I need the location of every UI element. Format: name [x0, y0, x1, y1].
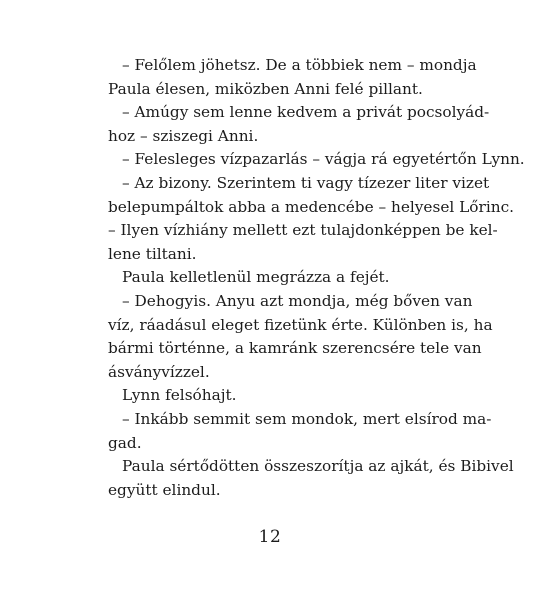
- body-text: [108, 54, 525, 502]
- text-line: Paula kelletlenül megrázza a fejét.: [122, 268, 390, 287]
- text-line: hoz – sziszegi Anni.: [108, 126, 259, 145]
- text-line: együtt elindul.: [108, 480, 221, 499]
- text-line: – Felesleges vízpazarlás – vágja rá egyetértőn Lynn.: [122, 150, 525, 169]
- text-line: ásványvízzel.: [108, 362, 210, 381]
- text-line: – Ilyen vízhiány mellett ezt tulajdonképpen be kel-: [108, 221, 498, 240]
- text-line: Lynn felsóhajt.: [122, 386, 237, 405]
- text-line: Paula élesen, miközben Anni felé pillant.: [108, 79, 423, 98]
- paragraph: [108, 290, 493, 384]
- paragraph: [108, 54, 477, 101]
- text-line: bármi történne, a kamránk szerencsére tele van: [108, 339, 482, 358]
- page-number: 12: [258, 527, 282, 547]
- text-line: – Az bizony. Szerintem ti vagy tízezer liter vizet: [122, 173, 490, 192]
- paragraph: [108, 408, 492, 455]
- text-line: belepumpáltok abba a medencébe – helyesel Lőrinc.: [108, 197, 514, 216]
- paragraph: [108, 148, 525, 172]
- paragraph: [108, 455, 514, 502]
- paragraph: [108, 172, 514, 266]
- text-line: – Felőlem jöhetsz. De a többiek nem – mondja: [122, 56, 477, 74]
- text-line: lene tiltani.: [108, 244, 197, 263]
- paragraph: [108, 266, 426, 290]
- text-line: víz, ráadásul eleget fizetünk érte. Különben is, ha: [108, 315, 493, 334]
- text-line: gad.: [108, 433, 142, 452]
- text-line: – Amúgy sem lenne kedvem a privát pocsolyád-: [122, 103, 490, 122]
- paragraph: [108, 101, 490, 148]
- text-line: – Inkább semmit sem mondok, mert elsírod ma-: [122, 409, 492, 428]
- text-line: – Dehogyis. Anyu azt mondja, még bőven van: [122, 291, 473, 310]
- paragraph: [108, 384, 426, 408]
- text-line: Paula sértődötten összeszorítja az ajkát, és Bibivel: [122, 457, 514, 476]
